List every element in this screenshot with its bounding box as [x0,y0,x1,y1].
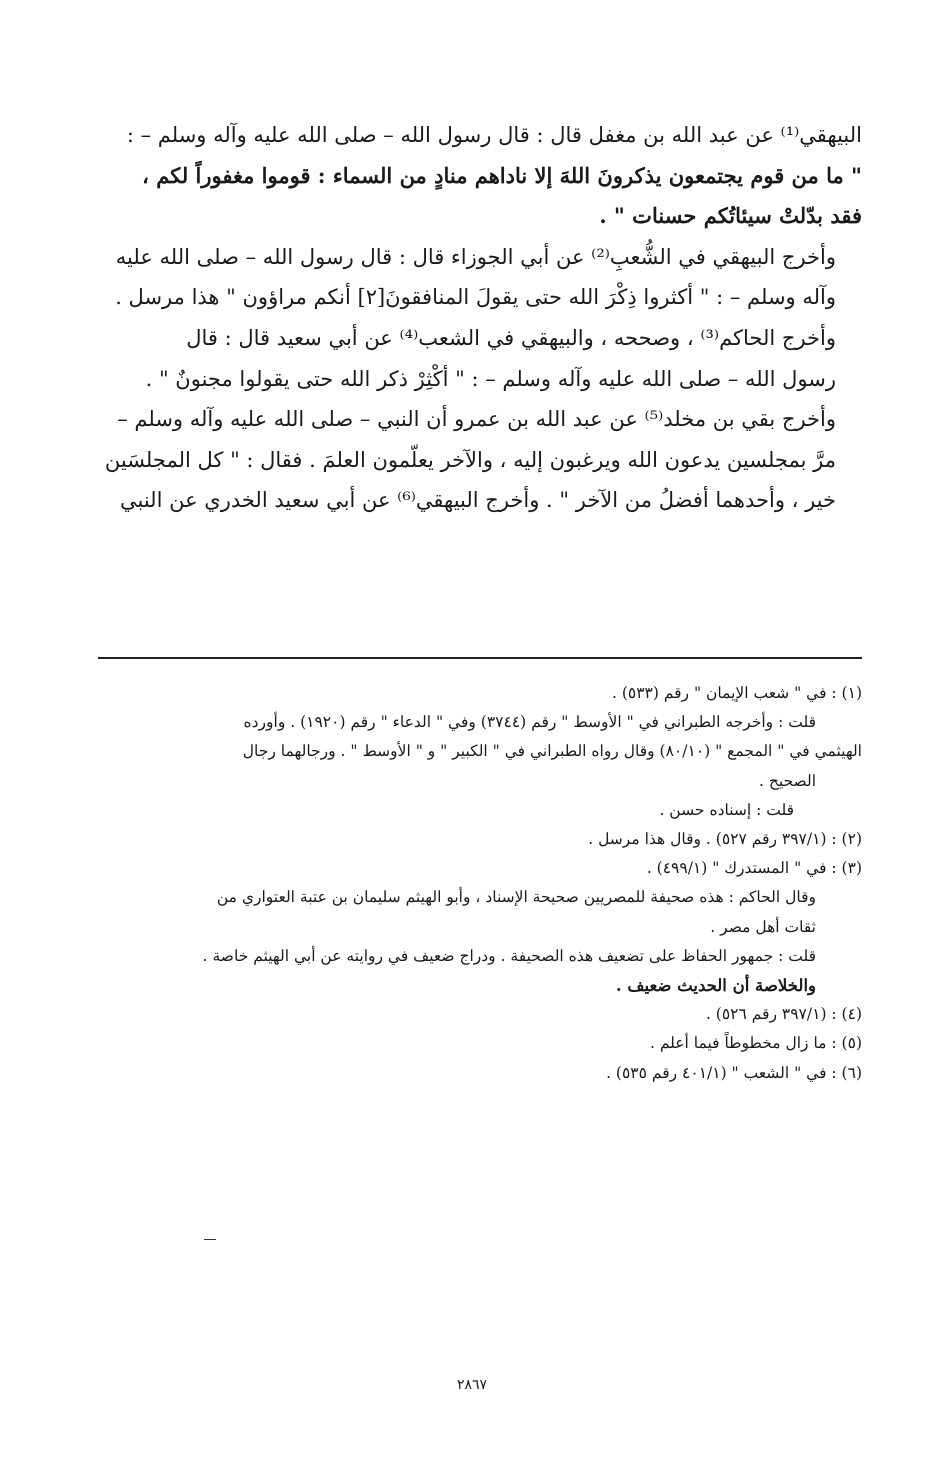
text-line: البيهقي⁽¹⁾ عن عبد الله بن مغفل قال : قال رسول الله – صلى الله عليه وآله وسلم – : [126,123,862,147]
text-line: وأخرج البيهقي في الشُّعبِ⁽²⁾ عن أبي الجوزاء قال : قال رسول الله – صلى الله عليه [115,244,836,269]
continuation-mark [204,1239,216,1240]
footnote-2: (٢) : (٣٩٧/١ رقم ٥٢٧) . وقال هذا مرسل . [588,830,862,849]
page-number: ٢٨٦٧ [456,1377,488,1393]
paragraph-4 [80,399,862,521]
main-text [80,115,862,521]
footnote-3-comment: قلت : جمهور الحفاظ على تضعيف هذه الصحيفة . ودراج ضعيف في روايته عن أبي الهيثم خاصة . [202,946,816,965]
footnotes [80,679,862,1088]
footnote-1-comment: قلت : وأخرجه الطبراني في " الأوسط " رقم (٣٧٤٤) وفي " الدعاء " رقم (١٩٢٠) . وأورده [243,713,816,732]
footnote-3-comment: وقال الحاكم : هذه صحيفة للمصريين صحيحة الإسناد ، وأبو الهيثم سليمان بن عتبة العتواري من [216,888,816,907]
footnote-1-comment: الصحيح . [758,771,816,790]
footnote-separator [98,657,862,659]
paragraph-1 [80,115,862,237]
footnote-6: (٦) : في " الشعب " (٤٠١/١ رقم ٥٣٥) . [606,1063,862,1082]
text-line: وآله وسلم – : " أكثروا ذِكْرَ الله حتى يقولَ المنافقونَ[٢] أنكم مراؤون " هذا مرسل . [115,285,836,310]
text-line: رسول الله – صلى الله عليه وآله وسلم – : " أكْثِرْ ذكر الله حتى يقولوا مجنونٌ " . [145,366,836,391]
footnote-4: (٤) : (٣٩٧/١ رقم ٥٢٦) . [705,1005,862,1024]
footnote-3-conclusion: والخلاصة أن الحديث ضعيف . [615,976,816,996]
footnote-1: (١) : في " شعب الإيمان " رقم (٥٣٣) . [611,684,862,702]
text-line: وأخرج بقي بن مخلد⁽⁵⁾ عن عبد الله بن عمرو أن النبي – صلى الله عليه وآله وسلم – [117,407,836,432]
hadith-text-line: فقد بدّلتْ سيئاتُكم حسنات " . [599,203,862,229]
footnote-3: (٣) : في " المستدرك " (٤٩٩/١) . [646,859,862,878]
paragraph-2 [80,237,862,318]
footnote-1-comment: الهيثمي في " المجمع " (٨٠/١٠) وقال رواه الطبراني في " الكبير " و " الأوسط " . ورجالهما رجال [242,742,862,761]
paragraph-3 [80,318,862,399]
footnote-3-comment: ثقات أهل مصر . [710,917,816,936]
text-line: وأخرج الحاكم⁽³⁾ ، وصححه ، والبيهقي في الشعب⁽⁴⁾ عن أبي سعيد قال : قال [186,325,836,350]
footnote-5: (٥) : ما زال مخطوطاً فيما أعلم . [649,1034,862,1053]
text-line: خير ، وأحدهما أفضلُ من الآخر " . وأخرج البيهقي⁽⁶⁾ عن أبي سعيد الخدري عن النبي [120,488,836,513]
hadith-text-line: " ما من قوم يجتمعون يذكرونَ اللهَ إلا ناداهم منادٍ من السماء : قوموا مغفوراً لكم ، [142,162,862,188]
footnote-1-comment: قلت : إسناده حسن . [659,800,794,819]
text-line: مرَّ بمجلسين يدعون الله ويرغبون إليه ، والآخر يعلّمون العلمَ . فقال : " كل المجلسَين [104,447,836,472]
